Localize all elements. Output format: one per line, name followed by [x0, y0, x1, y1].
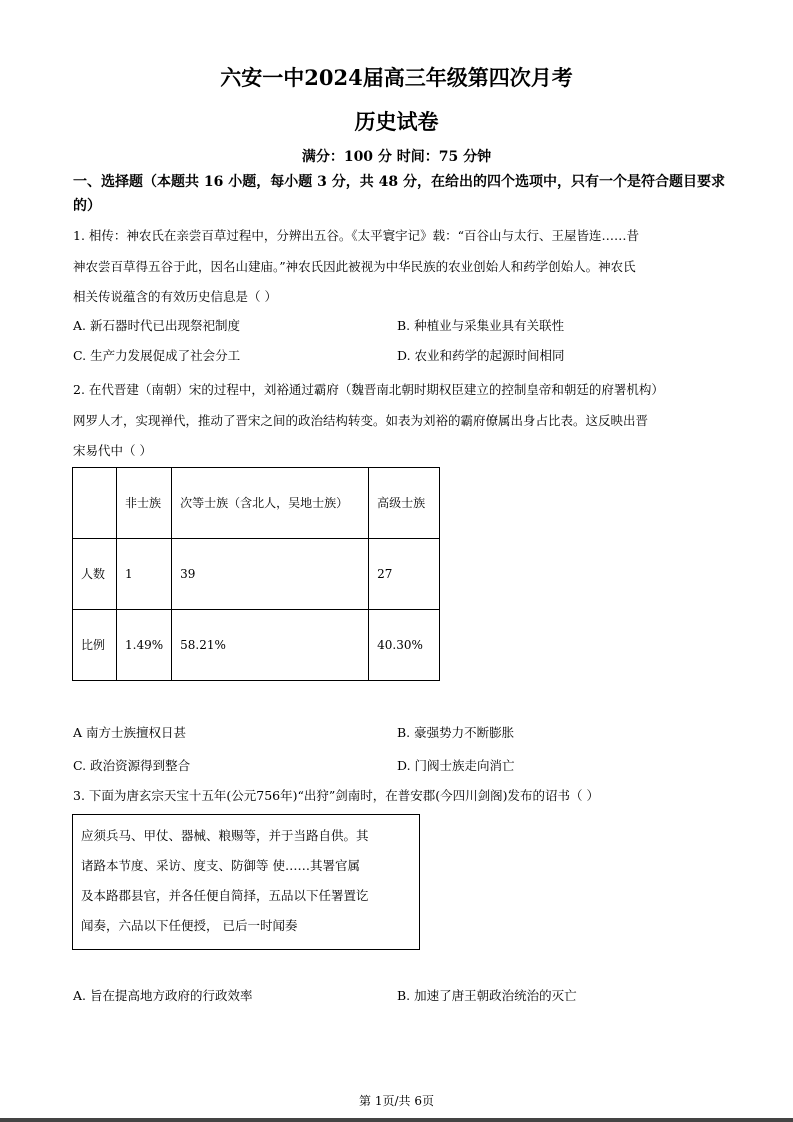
q3-option-b: B. 加速了唐王朝政治统治的灭亡: [397, 988, 577, 1003]
table-cell: 27: [369, 539, 440, 610]
section-heading: 一、选择题（本题共 16 小题，每小题 3 分，共 48 分，在给出的四个选项中，只有一个是符合题目要求的）: [73, 174, 725, 214]
table-cell: 58.21%: [172, 610, 369, 681]
table-cell: 40.30%: [369, 610, 440, 681]
q1-stem-line3: 相关传说蕴含的有效历史信息是（ ）: [73, 289, 277, 304]
edict-line: 闻奏，六品以下任便授， 已后一时闻奏: [81, 918, 298, 933]
table-header-cell: 高级士族: [369, 468, 440, 539]
q1-option-b: B. 种植业与采集业具有关联性: [397, 318, 565, 333]
table-row: [73, 539, 440, 610]
q3-edict-box: [72, 814, 420, 950]
q2-option-d: D. 门阀士族走向消亡: [397, 758, 515, 773]
q3-stem: 3. 下面为唐玄宗天宝十五年(公元756年)“出狩”剑南时，在普安郡(今四川剑阁)发布的诏书（ ）: [73, 788, 600, 803]
q2-option-c: C. 政治资源得到整合: [73, 758, 191, 773]
bottom-divider: [0, 1118, 793, 1122]
subject-title: 历史试卷: [354, 109, 439, 134]
q1-option-c: C. 生产力发展促成了社会分工: [73, 348, 241, 363]
table-cell: 比例: [73, 610, 117, 681]
table-cell: 1: [117, 539, 172, 610]
table-header-row: [73, 468, 440, 539]
q1-stem-line2: 神农尝百草得五谷于此，因名山建庙。”神农氏因此被视为中华民族的农业创始人和药学创始人。神农氏: [73, 259, 636, 274]
edict-line: 及本路郡县官，并各任便自简择，五品以下任署置讫: [81, 888, 369, 903]
table-cell: 1.49%: [117, 610, 172, 681]
q2-stem-line3: 宋易代中（ ）: [73, 443, 152, 458]
q2-stem-line2: 网罗人才，实现禅代，推动了晋宋之间的政治结构转变。如表为刘裕的霸府僚属出身占比表。这反映出晋: [73, 413, 649, 428]
q2-option-a: A 南方士族擅权日甚: [73, 725, 187, 740]
exam-title: 六安一中2024届高三年级第四次月考: [220, 65, 573, 90]
q1-stem-line1: 1. 相传：神农氏在亲尝百草过程中，分辨出五谷。《太平寰宇记》载：“百谷山与太行、王屋皆连……昔: [73, 228, 640, 243]
q1-option-a: A. 新石器时代已出现祭祀制度: [73, 318, 240, 333]
q3-option-a: A. 旨在提高地方政府的行政效率: [73, 988, 253, 1003]
table-header-cell: 非士族: [117, 468, 172, 539]
table-cell: 39: [172, 539, 369, 610]
q2-stem-line1: 2. 在代晋建（南朝）宋的过程中，刘裕通过霸府（魏晋南北朝时期权臣建立的控制皇帝和朝廷的府署机构）: [73, 382, 664, 397]
edict-line: 应须兵马、甲仗、器械、粮赐等，并于当路自供。其: [81, 828, 369, 843]
table-header-cell: 次等士族（含北人，吴地士族）: [172, 468, 369, 539]
q2-data-table: [72, 467, 440, 681]
table-header-cell: [73, 468, 117, 539]
q2-option-b: B. 豪强势力不断膨胀: [397, 725, 515, 740]
q1-option-d: D. 农业和药学的起源时间相同: [397, 348, 565, 363]
table-cell: 人数: [73, 539, 117, 610]
edict-line: 诸路本节度、采访、度支、防御等 使……其署官属: [81, 858, 360, 873]
table-row: [73, 610, 440, 681]
page-number: 第 1页/共 6页: [359, 1094, 434, 1108]
score-time-info: 满分：100 分 时间：75 分钟: [301, 149, 492, 165]
